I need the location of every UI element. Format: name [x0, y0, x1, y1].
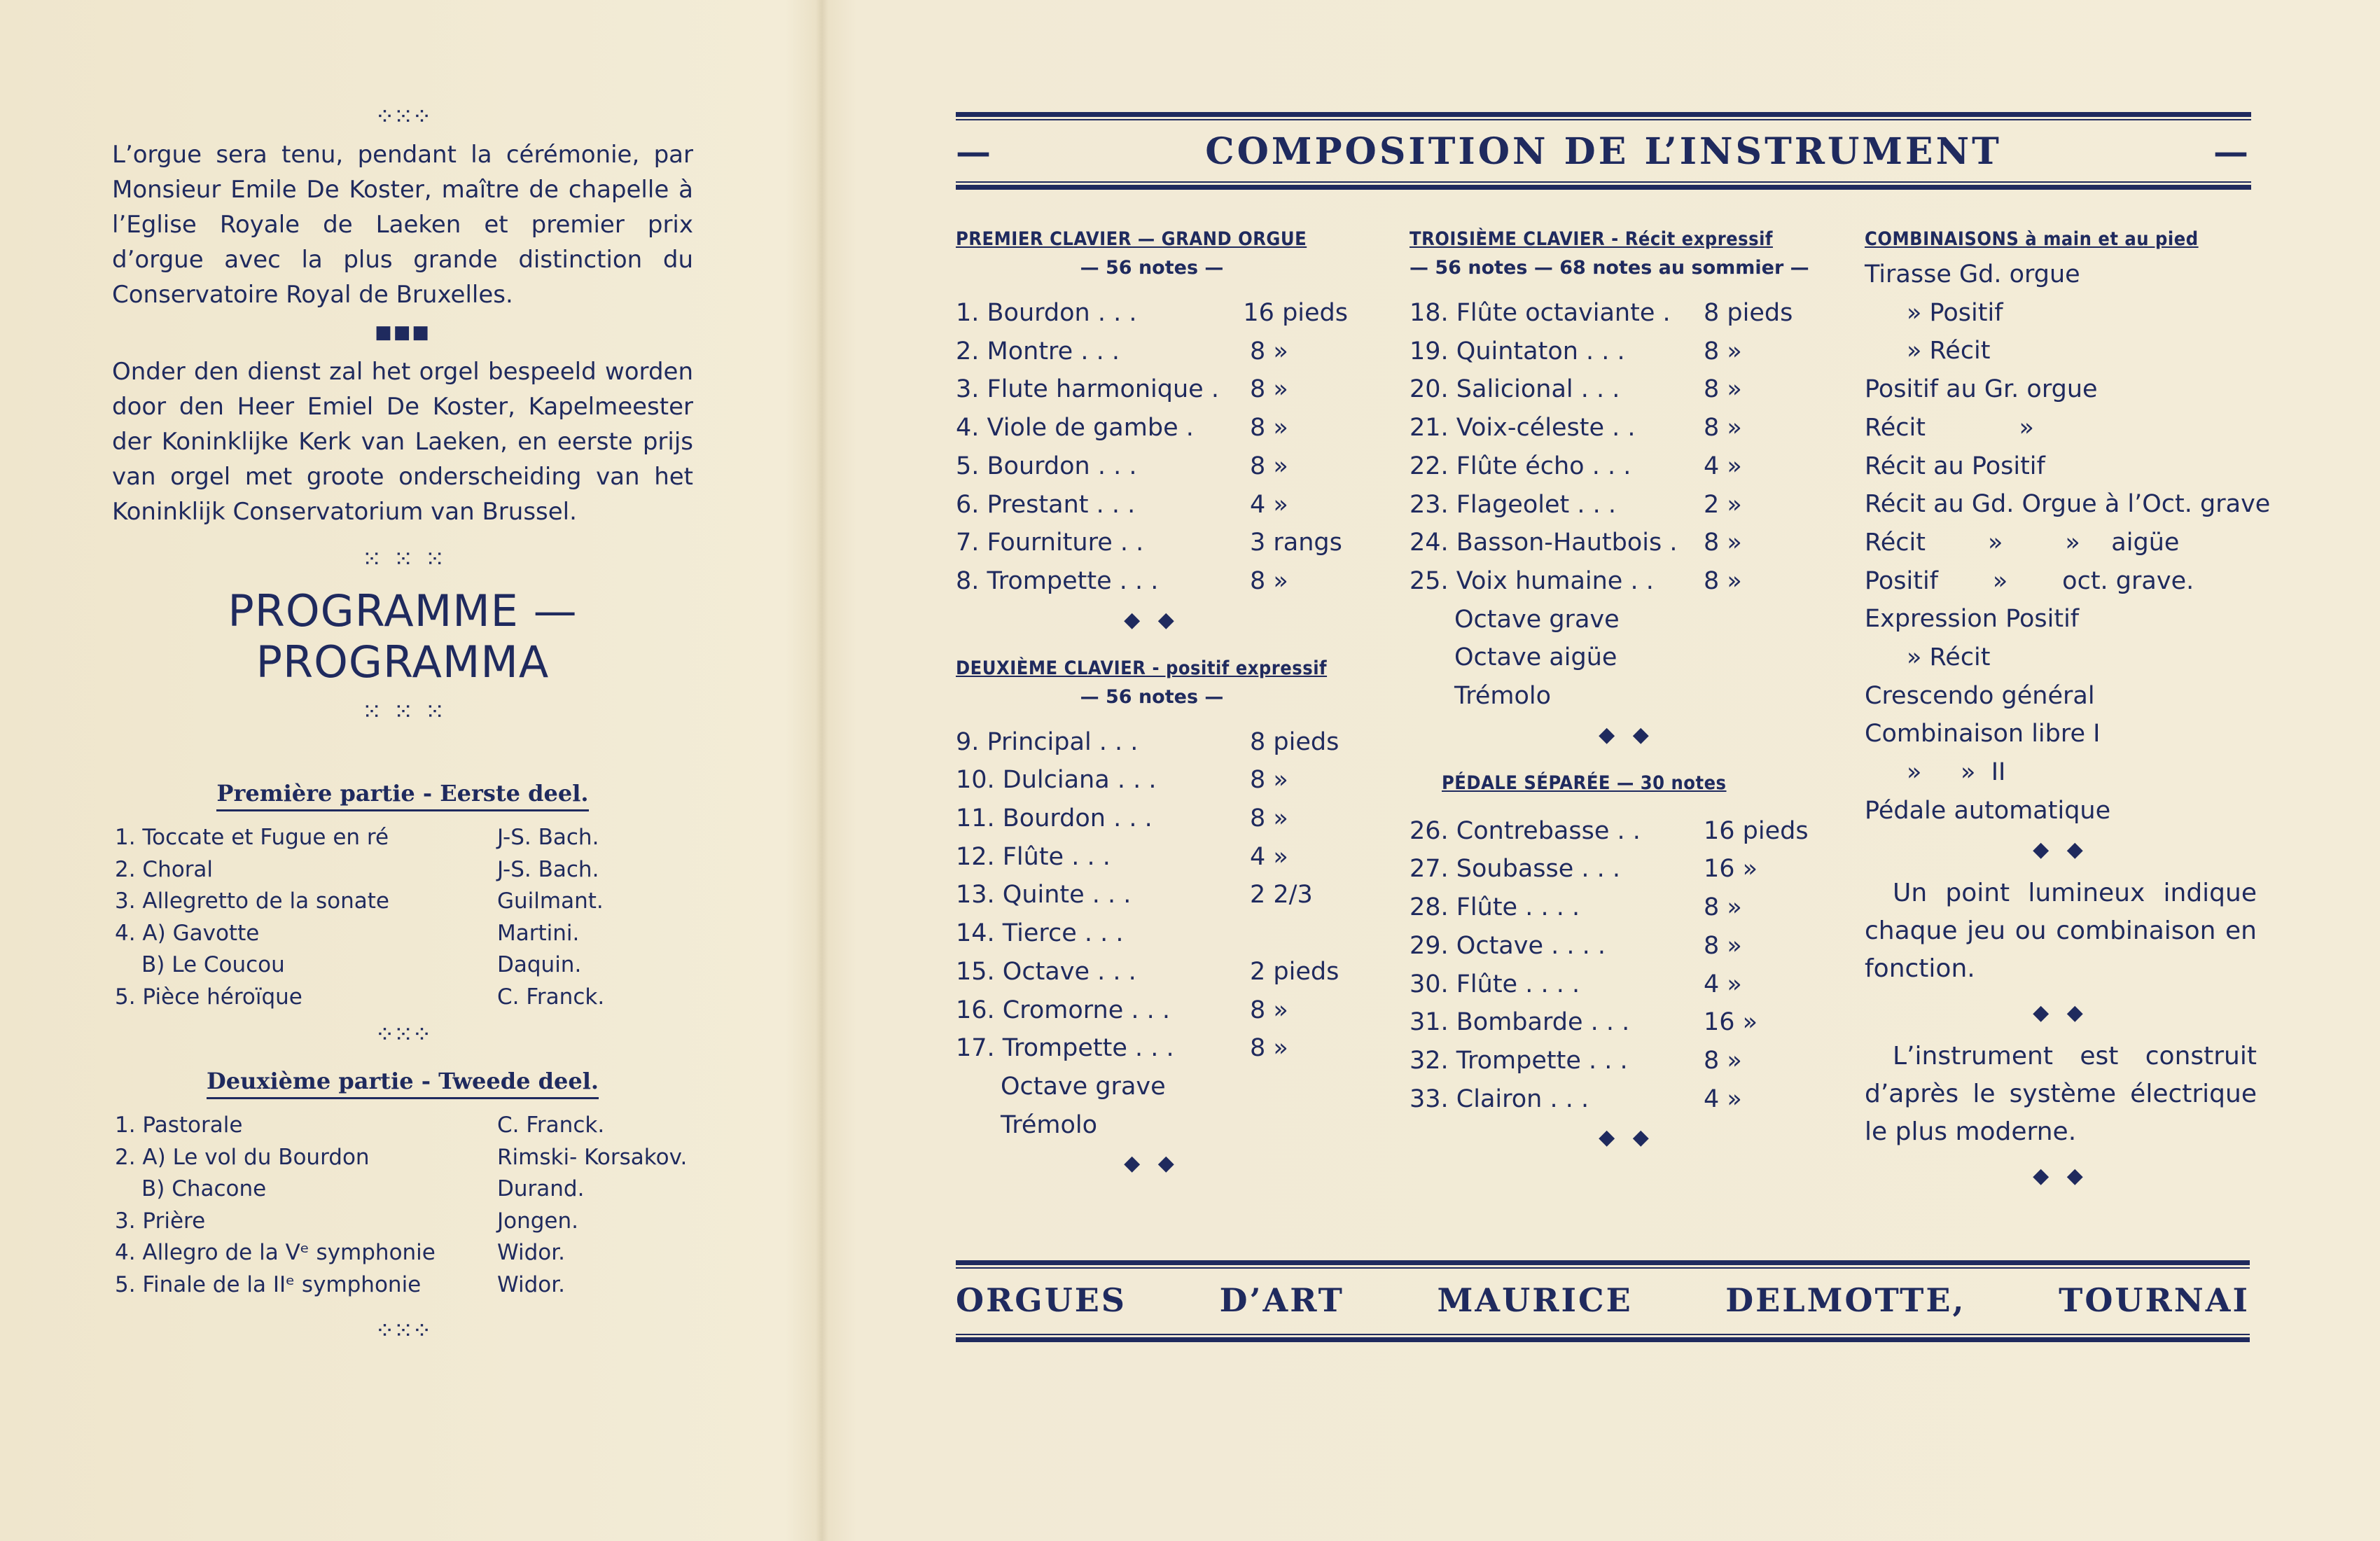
stop-row: 30. Flûte . . . . 4 » [1410, 970, 1742, 998]
ornament-top: ⁘⁙⁘ [375, 103, 431, 131]
stop-row: 29. Octave . . . . 8 » [1410, 931, 1742, 960]
stop-row: 11. Bourdon . . . 8 » [956, 804, 1288, 833]
combination-item: Expression Positif [1865, 605, 2080, 634]
program-item: 2. Choral J-S. Bach. [115, 856, 599, 882]
stop-row: 8. Trompette . . . 8 » [956, 566, 1288, 595]
combination-item: Positif » oct. grave. [1865, 566, 2194, 595]
stop-extra: Octave grave [1454, 605, 1620, 634]
part2-list [112, 1110, 693, 1301]
combination-item: Positif au Gr. orgue [1865, 375, 2098, 404]
stop-row: 27. Soubasse . . . 16 » [1410, 855, 1758, 884]
intro-dutch: Onder den dienst zal het orgel bespeeld worden door den Heer Emiel De Koster, Kapelmeester der Koninklijke Kerk van Laeken, en eerste prijs van orgel met groote onderscheiding van het Koninklijk Conservatorium van Brussel. [112, 358, 693, 526]
combination-item: Crescendo général [1865, 681, 2095, 710]
program-item: 1. Toccate et Fugue en ré J-S. Bach. [115, 825, 599, 850]
stop-row: 3. Flute harmonique . 8 » [956, 375, 1288, 404]
stop-row: 23. Flageolet . . . 2 » [1410, 490, 1742, 519]
footer-rule-bottom [956, 1334, 2250, 1342]
program-item: 5. Finale de la IIᵉ symphonie Widor. [115, 1271, 565, 1297]
program-item: 4. Allegro de la Vᵉ symphonie Widor. [115, 1240, 565, 1265]
pedale-heading: PÉDALE SÉPARÉE — 30 notes [1442, 772, 1727, 794]
stop-row: 1. Bourdon . . . 16 pieds [956, 299, 1348, 327]
stop-row: 2. Montre . . . 8 » [956, 337, 1288, 365]
troisieme-clavier-heading: TROISIÈME CLAVIER - Récit expressif [1410, 228, 1773, 250]
diamond-ornament: ◆ ◆ [2033, 1163, 2089, 1188]
deuxieme-clavier-notes: — 56 notes — [1080, 685, 1224, 708]
stop-extra: Octave aigüe [1454, 643, 1617, 672]
composition-title-text: COMPOSITION DE L’INSTRUMENT [1205, 130, 2002, 173]
ornament-between-parts: ⁘⁙⁘ [375, 1021, 431, 1049]
premier-clavier-notes: — 56 notes — [1080, 257, 1224, 279]
ornament-mid: ⁙ ⁙ ⁙ [361, 545, 444, 573]
stop-row: 5. Bourdon . . . 8 » [956, 452, 1288, 480]
stop-row: 6. Prestant . . . 4 » [956, 490, 1288, 519]
square-divider: ■■■ [375, 322, 431, 343]
combination-item: » Récit [1907, 643, 1991, 672]
part1-heading: Première partie - Eerste deel. [112, 780, 693, 807]
intro-french: L’orgue sera tenu, pendant la cérémonie, par Monsieur Emile De Koster, maître de chapelle à l’Eglise Royale de Laeken et premier prix d’orgue avec la plus grande distinction du Conservatoire Royal de Bruxelles. [112, 141, 693, 309]
ornament-bottom: ⁘⁙⁘ [375, 1317, 431, 1345]
stop-row: 20. Salicional . . . 8 » [1410, 375, 1742, 404]
deuxieme-clavier-heading: DEUXIÈME CLAVIER - positif expressif [956, 657, 1328, 679]
combinaisons-heading: COMBINAISONS à main et au pied [1865, 228, 2199, 250]
combination-item: Récit au Gd. Orgue à l’Oct. grave [1865, 490, 2271, 519]
column-clavier-3-pedale [1410, 228, 1844, 1175]
left-panel [112, 105, 693, 1343]
footer-rule-top [956, 1260, 2250, 1269]
combination-item: » » II [1907, 758, 2006, 787]
program-item: 3. Allegretto de la sonate Guilmant. [115, 888, 604, 914]
stop-row: 18. Flûte octaviante . 8 pieds [1410, 299, 1793, 327]
program-item: 3. Prière Jongen. [115, 1208, 579, 1234]
combination-item: Récit au Positif [1865, 452, 2045, 480]
stops-columns [956, 228, 2271, 1278]
note-lighting: Un point lumineux indique chaque jeu ou combinaison en fonction. [1865, 878, 2257, 983]
stop-row: 12. Flûte . . . 4 » [956, 842, 1288, 871]
part2-heading: Deuxième partie - Tweede deel. [112, 1068, 693, 1094]
diamond-ornament: ◆ ◆ [2033, 837, 2089, 862]
stop-row: 10. Dulciana . . . 8 » [956, 766, 1288, 795]
note-electric-system: L’instrument est construit d’après le système électrique le plus moderne. [1865, 1041, 2257, 1146]
combination-item: Pédale automatique [1865, 796, 2111, 825]
stop-row: 9. Principal . . . 8 pieds [956, 727, 1339, 756]
stop-row: 28. Flûte . . . . 8 » [1410, 893, 1742, 922]
troisieme-clavier-notes: — 56 notes — 68 notes au sommier — [1410, 257, 1809, 279]
stop-row: 4. Viole de gambe . 8 » [956, 414, 1288, 442]
stop-row: 31. Bombarde . . . 16 » [1410, 1008, 1758, 1037]
stop-row: 21. Voix-céleste . . 8 » [1410, 414, 1742, 442]
stop-extra: Trémolo [1001, 1110, 1098, 1139]
combination-item: Combinaison libre I [1865, 720, 2101, 748]
stop-row: 19. Quintaton . . . 8 » [1410, 337, 1742, 365]
combination-item: Récit » » aigüe [1865, 528, 2180, 557]
right-panel [956, 112, 2271, 1278]
combination-item: Tirasse Gd. orgue [1865, 260, 2080, 288]
title-rule-top [956, 112, 2251, 120]
stop-extra: Octave grave [1001, 1072, 1166, 1101]
stop-row: 7. Fourniture . . 3 rangs [956, 529, 1342, 557]
programme-title: PROGRAMME — PROGRAMMA [228, 585, 578, 688]
page-fold [816, 0, 828, 1541]
stop-row: 17. Trompette . . . 8 » [956, 1034, 1288, 1063]
stop-row: 33. Clairon . . . 4 » [1410, 1085, 1742, 1113]
stop-row: 14. Tierce . . . [956, 919, 1124, 948]
diamond-ornament: ◆ ◆ [2033, 1000, 2089, 1025]
column-combinaisons [1865, 228, 2271, 1213]
column-claviers-1-2 [956, 228, 1348, 1201]
program-item: 5. Pièce héroïque C. Franck. [115, 984, 605, 1010]
program-item: 1. Pastorale C. Franck. [115, 1113, 605, 1138]
stop-row: 22. Flûte écho . . . 4 » [1410, 452, 1742, 480]
title-rule-bottom [956, 181, 2251, 190]
premier-clavier-heading: PREMIER CLAVIER — GRAND ORGUE [956, 228, 1307, 250]
program-item: B) Chacone Durand. [141, 1176, 585, 1201]
combination-item: » Positif [1907, 298, 2003, 327]
program-item: 4. A) Gavotte Martini. [115, 920, 580, 946]
diamond-ornament: ◆ ◆ [1599, 1125, 1655, 1150]
program-item: 2. A) Le vol du Bourdon Rimski- Korsakov. [115, 1144, 688, 1170]
program-item: B) Le Coucou Daquin. [141, 952, 582, 977]
stop-row: 15. Octave . . . 2 pieds [956, 957, 1339, 986]
diamond-ornament: ◆ ◆ [1599, 722, 1655, 747]
stop-row: 13. Quinte . . . 2 2/3 [956, 881, 1313, 909]
combination-item: » Récit [1907, 337, 1991, 365]
composition-title: — COMPOSITION DE L’INSTRUMENT — [956, 130, 2251, 173]
combination-item: Récit » [1865, 413, 2034, 442]
ornament-below-title: ⁙ ⁙ ⁙ [361, 698, 444, 726]
stop-row: 26. Contrebasse . . 16 pieds [1410, 816, 1809, 845]
stop-extra: Trémolo [1454, 682, 1552, 711]
diamond-ornament: ◆ ◆ [1124, 1151, 1180, 1176]
builder-footer: ORGUES D’ART MAURICE DELMOTTE, TOURNAI [956, 1281, 2250, 1319]
stop-row: 16. Cromorne . . . 8 » [956, 996, 1288, 1024]
stop-row: 25. Voix humaine . . 8 » [1410, 566, 1742, 595]
part1-list [112, 822, 693, 1013]
diamond-ornament: ◆ ◆ [1124, 607, 1180, 632]
stop-row: 24. Basson-Hautbois . 8 » [1410, 529, 1742, 557]
stop-row: 32. Trompette . . . 8 » [1410, 1046, 1742, 1075]
